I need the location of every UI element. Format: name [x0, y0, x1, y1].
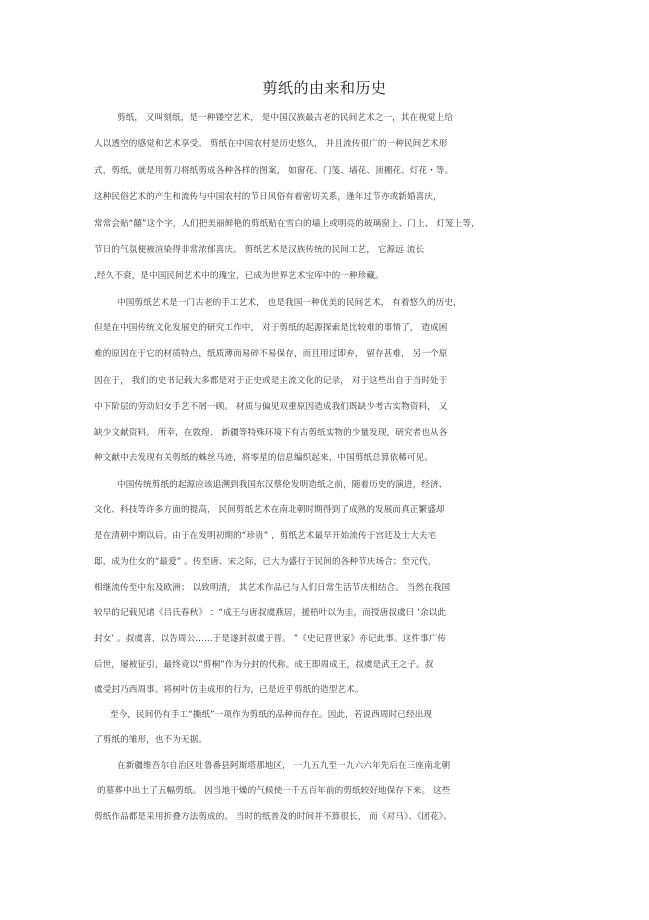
body-line: 但是在中国传统文化发展史的研究工作中， 对于剪纸的起源探索是比较难的事情了， 造成困	[94, 323, 448, 333]
body-line: 剪纸作品都是采用折叠方法剪成的。 当时的纸普及的时间并不算很长， 而《对马》、《团花》、	[94, 812, 452, 822]
body-line: 缺少文献资料。 所幸，在敦煌、 新疆等特殊环境下有古剪纸实物的少量发现，研究者也从各	[94, 428, 448, 438]
body-line: 是在清朝中期以后。由于在发明初期的“珍贵” ，剪纸艺术最早开始流传于宫廷及士大夫宅	[94, 531, 437, 541]
body-line: 中国传统剪纸的起源应该追溯到我国东汉蔡伦发明造纸之前，随着历史的演进，经济、	[117, 480, 448, 490]
body-line: 邸，成为仕女的“最爱” 。传至唐、宋之际，已大为盛行于民间的各种节庆场合；至元代，	[94, 557, 437, 567]
body-line: 文化、科技等许多方面的提高， 民间剪纸艺术在南北朝时期得到了成熟的发展而真正繁盛却	[94, 505, 445, 515]
body-line: 较早的记载见诸《吕氏春秋》 ：“成王与唐叔虞燕居，援梧叶以为圭，而授唐叔虞曰 ‘余以此	[94, 608, 447, 618]
body-line: 至今，民间仍有手工“撕纸”一项作为剪纸的品种而存在。因此，若说西周时已经出现	[110, 710, 433, 720]
body-line: 了剪纸的雏形，也不为无据。	[94, 735, 208, 745]
body-line: ,经久不衰，是中国民间艺术中的瑰宝，已成为世界艺术宝库中的一种珍藏。	[94, 271, 384, 281]
body-line: 虞受封乃西周事。将树叶仿圭成形的行为，已是近乎剪纸的造型艺术。	[94, 685, 364, 695]
body-line: 难的原因在于它的材质特点，纸质薄而易碎不易保存，而且用过即弃， 留存甚难， 另一个原	[94, 349, 448, 359]
body-line: 种文献中去发现有关剪纸的蛛丝马迹，将零星的信息编织起来，中国剪纸总算依稀可见。	[94, 453, 434, 463]
body-line: 节日的气氛便被渲染得非常浓郁喜庆。 剪纸艺术是汉族传统的民间工艺， 它源远 流长	[94, 245, 425, 255]
body-line: 中下阶层的劳动妇女手艺不屑一顾。 材质与偏见双重原因造成我们既缺少考古实物资料， 又	[94, 402, 448, 412]
body-line: 式，剪纸，就是用剪刀将纸剪成各种各样的图案， 如窗花、门笺、墙花、顶棚花、灯花・等。	[94, 166, 454, 176]
document-title: 剪纸的由来和历史	[262, 79, 387, 97]
body-line: 相继流传至中东及欧洲； 以致明清， 其艺术作品已与人们日常生活节庆相结合。 当然在我国	[94, 583, 451, 593]
body-line: 后世，屡被征引，最终竟以“剪桐”作为分封的代称。成王即周成王，叔虞是武王之子。叔	[94, 660, 434, 670]
body-line: 中国剪纸艺术是一门古老的手工艺术， 也是我国一种优美的民间艺术， 有着悠久的历史，	[117, 298, 462, 308]
body-line: 人以透空的感觉和艺术享受。 剪纸在中国农村是历史悠久， 并且流传很广的一种民间艺术形	[94, 139, 448, 149]
body-line: 剪纸， 又叫刻纸，是一种镂空艺术， 是中国汉族最古老的民间艺术之一，其在视觉上给	[117, 113, 454, 123]
body-line: 在新疆维吾尔自治区吐鲁番县阿斯塔那地区， 一九五九至一九六六年先后在三座南北朝	[117, 761, 451, 771]
body-line: 因在于， 我们的史书记载大多都是对于正史或是主流文化的记录， 对于这些出自于当时处于	[94, 376, 448, 386]
body-line: 常常会贴“囍”这个字，人们把美丽鲜艳的剪纸贴在雪白的墙上或明亮的玻璃窗上、门上、 灯笼上等，	[94, 219, 480, 229]
body-line: 的墓葬中出土了五幅剪纸。 因当地干燥的气候使一千五百年前的剪纸较好地保存下来。 这些	[97, 786, 451, 796]
body-line: 这种民俗艺术的产生和流传与中国农村的节日风俗有着密切关系，逢年过节亦或新婚喜庆，	[94, 192, 442, 202]
body-line: 封女’ 。叔虞喜，以告周公……于是遂封叔虞于晋。 ”《史记晋世家》亦记此事。这件事广传	[94, 634, 447, 644]
